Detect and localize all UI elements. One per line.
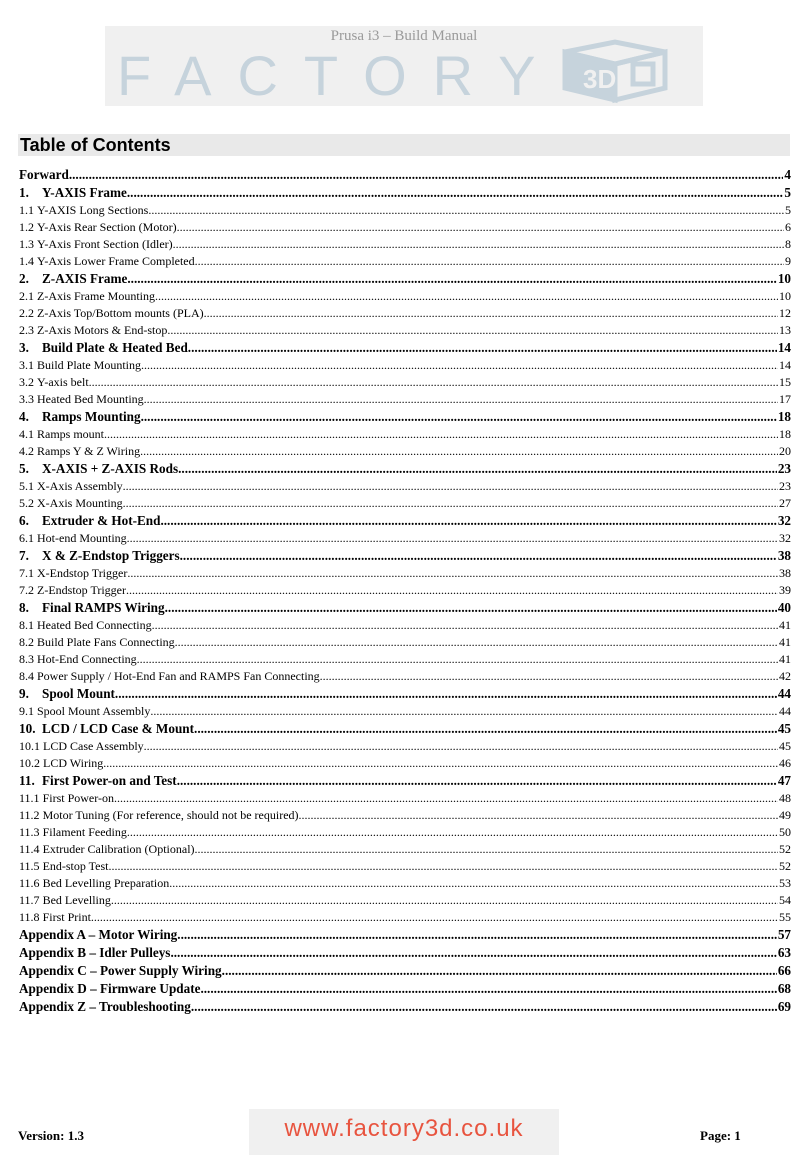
toc-entry[interactable] <box>19 807 791 824</box>
toc-entry-page: 18 <box>779 427 791 441</box>
version-label: Version: 1.3 <box>18 1128 84 1143</box>
toc-entry-title: Ramps Mounting <box>42 409 141 424</box>
toc-entry-title: Power Supply / Hot-End Fan and RAMPS Fan Connecting <box>37 669 320 683</box>
toc-dot-leader <box>126 582 778 599</box>
toc-entry-title: X-Axis Assembly <box>37 479 123 493</box>
toc-entry[interactable] <box>19 926 791 944</box>
toc-entry-title: Extruder Calibration (Optional) <box>42 842 195 856</box>
toc-dot-leader <box>178 460 777 478</box>
toc-dot-leader <box>180 547 777 565</box>
toc-entry-page: 49 <box>779 808 791 822</box>
toc-entry-title: Appendix Z – Troubleshooting <box>19 999 191 1014</box>
toc-entry-number: 4.2 <box>19 444 34 458</box>
toc-entry-page: 23 <box>779 479 791 493</box>
toc-entry[interactable] <box>19 703 791 720</box>
toc-entry-page: 20 <box>779 444 791 458</box>
toc-entry-page: 32 <box>779 531 791 545</box>
toc-entry-number: 6. <box>19 513 29 528</box>
toc-dot-leader <box>123 495 778 512</box>
toc-dot-leader <box>200 980 776 998</box>
toc-entry-number: 2.2 <box>19 306 34 320</box>
toc-entry-title: X & Z-Endstop Triggers <box>42 548 180 563</box>
toc-entry-title: Build Plate Fans Connecting <box>37 635 175 649</box>
toc-entry-title: Final RAMPS Wiring <box>42 600 165 615</box>
toc-entry-title: Filament Feeding <box>42 825 127 839</box>
toc-entry-number: 11.6 <box>19 876 40 890</box>
toc-entry[interactable] <box>19 685 791 703</box>
toc-entry-number: 8.4 <box>19 669 34 683</box>
toc-entry-page: 40 <box>777 600 791 615</box>
header-banner <box>105 26 703 106</box>
toc-entry[interactable] <box>19 166 791 184</box>
toc-entry-page: 4 <box>784 167 791 182</box>
toc-entry-number: 11.4 <box>19 842 40 856</box>
toc-entry-title: Forward <box>19 167 69 182</box>
toc-entry[interactable] <box>19 443 791 460</box>
toc-entry-page: 41 <box>779 618 791 632</box>
toc-entry-title: LCD Wiring <box>43 756 104 770</box>
toc-entry-title: Ramps mount <box>37 427 105 441</box>
toc-entry-page: 10 <box>779 289 791 303</box>
toc-entry-number: 7.1 <box>19 566 34 580</box>
toc-entry-title: Y-AXIS Frame <box>42 185 127 200</box>
toc-entry-page: 44 <box>779 704 791 718</box>
toc-entry[interactable] <box>19 962 791 980</box>
toc-entry-number: 4. <box>19 409 29 424</box>
toc-entry-title: Ramps Y & Z Wiring <box>37 444 141 458</box>
toc-dot-leader <box>141 357 778 374</box>
factory-logo-text: FACTORY <box>117 44 562 106</box>
toc-entry-page: 57 <box>777 927 791 942</box>
toc-entry-title: Z-AXIS Frame <box>42 271 128 286</box>
toc-entry[interactable] <box>19 617 791 634</box>
toc-entry-title: End-stop Test <box>42 859 109 873</box>
toc-entry-title: Y-Axis Front Section (Idler) <box>37 237 173 251</box>
toc-entry-title: Appendix D – Firmware Update <box>19 981 201 996</box>
toc-entry-page: 8 <box>785 237 791 251</box>
toc-dot-leader <box>140 443 778 460</box>
toc-dot-leader <box>170 944 776 962</box>
toc-entry[interactable] <box>19 720 791 738</box>
toc-entry-title: Build Plate Mounting <box>37 358 142 372</box>
toc-entry-number: 2. <box>19 271 29 286</box>
toc-entry-number: 8. <box>19 600 29 615</box>
toc-entry-title: LCD Case Assembly <box>43 739 144 753</box>
toc-entry-number: 2.3 <box>19 323 34 337</box>
toc-entry[interactable] <box>19 391 791 408</box>
toc-entry-page: 46 <box>779 756 791 770</box>
toc-entry-title: Extruder & Hot-End <box>42 513 161 528</box>
toc-entry[interactable] <box>19 202 791 219</box>
toc-entry-title: X-Axis Mounting <box>37 496 123 510</box>
toc-dot-leader <box>115 685 777 703</box>
toc-entry[interactable] <box>19 858 791 875</box>
toc-entry-title: Spool Mount Assembly <box>37 704 151 718</box>
toc-entry-page: 42 <box>779 669 791 683</box>
toc-dot-leader <box>177 772 777 790</box>
toc-entry-number: 7.2 <box>19 583 34 597</box>
toc-entry-number: 5.1 <box>19 479 34 493</box>
toc-entry-title: Bed Levelling <box>42 893 111 907</box>
toc-dot-leader <box>111 892 778 909</box>
toc-dot-leader <box>150 703 778 720</box>
toc-dot-leader <box>127 530 778 547</box>
website-url[interactable]: www.factory3d.co.uk <box>249 1109 559 1155</box>
toc-dot-leader <box>222 962 777 980</box>
toc-entry[interactable] <box>19 841 791 858</box>
table-of-contents <box>19 166 791 1016</box>
toc-entry[interactable] <box>19 339 791 357</box>
toc-entry[interactable] <box>19 998 791 1016</box>
toc-entry-title: Hot-end Mounting <box>37 531 127 545</box>
toc-entry-title: Y-axis belt <box>37 375 89 389</box>
toc-entry-number: 6.1 <box>19 531 34 545</box>
toc-entry-number: 3.1 <box>19 358 34 372</box>
toc-entry-page: 50 <box>779 825 791 839</box>
toc-dot-leader <box>204 305 778 322</box>
toc-entry-page: 69 <box>777 999 791 1014</box>
toc-dot-leader <box>103 755 778 772</box>
toc-entry-title: Build Plate & Heated Bed <box>42 340 188 355</box>
toc-entry-page: 17 <box>779 392 791 406</box>
toc-dot-leader <box>148 202 784 219</box>
toc-entry-number: 4.1 <box>19 427 34 441</box>
toc-entry-number: 1.1 <box>19 203 34 217</box>
toc-entry[interactable] <box>19 892 791 909</box>
toc-dot-leader <box>69 166 784 184</box>
toc-dot-leader <box>127 565 778 582</box>
toc-entry-title: Z-Axis Top/Bottom mounts (PLA) <box>37 306 204 320</box>
toc-entry-title: Heated Bed Connecting <box>37 618 152 632</box>
toc-entry-title: Z-Endstop Trigger <box>37 583 127 597</box>
toc-entry-page: 52 <box>779 859 791 873</box>
toc-entry-title: First Print <box>42 910 91 924</box>
toc-entry-page: 53 <box>779 876 791 890</box>
toc-entry-page: 14 <box>779 358 791 372</box>
toc-entry-title: Appendix B – Idler Pulleys <box>19 945 171 960</box>
toc-entry[interactable] <box>19 824 791 841</box>
toc-entry-page: 9 <box>785 254 791 268</box>
toc-entry-number: 8.2 <box>19 635 34 649</box>
toc-entry-title: LCD / LCD Case & Mount <box>42 721 195 736</box>
toc-entry-number: 11.1 <box>19 791 40 805</box>
toc-entry-page: 27 <box>779 496 791 510</box>
toc-dot-leader <box>194 720 777 738</box>
toc-entry[interactable] <box>19 288 791 305</box>
toc-entry[interactable] <box>19 184 791 202</box>
toc-entry-number: 3. <box>19 340 29 355</box>
toc-dot-leader <box>173 236 784 253</box>
toc-dot-leader <box>104 426 778 443</box>
toc-entry-title: First Power-on <box>42 791 114 805</box>
toc-dot-leader <box>127 184 784 202</box>
toc-entry[interactable] <box>19 565 791 582</box>
toc-entry[interactable] <box>19 305 791 322</box>
toc-entry-page: 38 <box>777 548 791 563</box>
toc-entry-page: 39 <box>779 583 791 597</box>
toc-dot-leader <box>167 322 778 339</box>
toc-entry-number: 1.4 <box>19 254 34 268</box>
page-number: Page: 1 <box>700 1128 741 1143</box>
toc-entry-page: 68 <box>777 981 791 996</box>
toc-dot-leader <box>195 841 778 858</box>
toc-dot-leader <box>137 651 778 668</box>
toc-dot-leader <box>91 909 778 926</box>
toc-entry[interactable] <box>19 253 791 270</box>
toc-entry[interactable] <box>19 374 791 391</box>
toc-entry-title: Heated Bed Mounting <box>37 392 144 406</box>
toc-entry[interactable] <box>19 270 791 288</box>
toc-entry[interactable] <box>19 478 791 495</box>
toc-dot-leader <box>144 391 778 408</box>
toc-dot-leader <box>109 858 779 875</box>
toc-entry-number: 1.3 <box>19 237 34 251</box>
toc-entry-page: 45 <box>777 721 791 736</box>
toc-entry[interactable] <box>19 495 791 512</box>
toc-entry-page: 52 <box>779 842 791 856</box>
toc-entry-number: 11.5 <box>19 859 40 873</box>
toc-entry-page: 5 <box>784 185 791 200</box>
toc-entry[interactable] <box>19 634 791 651</box>
toc-entry-page: 41 <box>779 635 791 649</box>
toc-entry-page: 55 <box>779 910 791 924</box>
toc-entry[interactable] <box>19 512 791 530</box>
toc-dot-leader <box>195 253 784 270</box>
toc-entry[interactable] <box>19 408 791 426</box>
toc-entry-title: Appendix C – Power Supply Wiring <box>19 963 222 978</box>
toc-entry-number: 3.2 <box>19 375 34 389</box>
toc-entry-number: 9. <box>19 686 29 701</box>
toc-entry[interactable] <box>19 875 791 892</box>
toc-entry[interactable] <box>19 322 791 339</box>
toc-dot-leader <box>155 288 778 305</box>
toc-entry-title: Bed Levelling Preparation <box>42 876 170 890</box>
toc-entry-title: X-Endstop Trigger <box>37 566 128 580</box>
toc-entry-number: 5. <box>19 461 29 476</box>
toc-entry-page: 15 <box>779 375 791 389</box>
toc-entry-page: 6 <box>785 220 791 234</box>
toc-entry-page: 48 <box>779 791 791 805</box>
toc-entry-number: 10.2 <box>19 756 40 770</box>
toc-entry-number: 8.1 <box>19 618 34 632</box>
toc-entry[interactable] <box>19 772 791 790</box>
toc-dot-leader <box>175 634 778 651</box>
toc-entry-title: Y-Axis Rear Section (Motor) <box>37 220 177 234</box>
toc-dot-leader <box>177 219 784 236</box>
toc-entry[interactable] <box>19 599 791 617</box>
toc-entry-page: 23 <box>777 461 791 476</box>
toc-entry-title: Y-Axis Lower Frame Completed <box>37 254 195 268</box>
toc-entry-page: 47 <box>777 773 791 788</box>
toc-entry[interactable] <box>19 426 791 443</box>
toc-dot-leader <box>152 617 778 634</box>
toc-entry-title: Spool Mount <box>42 686 115 701</box>
toc-entry-page: 13 <box>779 323 791 337</box>
toc-entry-number: 11. <box>19 773 35 788</box>
toc-dot-leader <box>299 807 778 824</box>
toc-entry-page: 38 <box>779 566 791 580</box>
manual-subtitle: Prusa i3 – Build Manual <box>330 28 478 44</box>
toc-entry-number: 1.2 <box>19 220 34 234</box>
toc-entry-title: Y-AXIS Long Sections <box>37 203 149 217</box>
logo-3d-mark: 3D <box>583 64 617 94</box>
toc-dot-leader <box>144 738 778 755</box>
toc-entry-page: 18 <box>777 409 791 424</box>
toc-entry[interactable] <box>19 790 791 807</box>
toc-entry-page: 14 <box>777 340 791 355</box>
toc-entry-page: 32 <box>777 513 791 528</box>
toc-entry-title: Appendix A – Motor Wiring <box>19 927 178 942</box>
factory-3d-cube-logo-icon <box>545 34 685 104</box>
toc-entry[interactable] <box>19 944 791 962</box>
toc-entry-page: 44 <box>777 686 791 701</box>
toc-heading: Table of Contents <box>18 134 790 156</box>
toc-entry[interactable] <box>19 460 791 478</box>
toc-entry[interactable] <box>19 236 791 253</box>
toc-dot-leader <box>89 374 778 391</box>
toc-entry-page: 66 <box>777 963 791 978</box>
toc-entry[interactable] <box>19 651 791 668</box>
toc-dot-leader <box>141 408 777 426</box>
toc-entry[interactable] <box>19 357 791 374</box>
toc-entry-number: 10. <box>19 721 36 736</box>
toc-entry[interactable] <box>19 547 791 565</box>
toc-entry-title: Motor Tuning (For reference, should not be required) <box>42 808 299 822</box>
toc-dot-leader <box>177 926 777 944</box>
toc-dot-leader <box>320 668 778 685</box>
toc-entry[interactable] <box>19 668 791 685</box>
toc-entry-number: 11.3 <box>19 825 40 839</box>
toc-entry[interactable] <box>19 755 791 772</box>
toc-entry[interactable] <box>19 909 791 926</box>
toc-dot-leader <box>165 599 777 617</box>
toc-entry-page: 12 <box>779 306 791 320</box>
toc-entry[interactable] <box>19 530 791 547</box>
toc-dot-leader <box>114 790 778 807</box>
toc-entry-page: 45 <box>779 739 791 753</box>
toc-dot-leader <box>127 270 776 288</box>
toc-dot-leader <box>123 478 778 495</box>
toc-dot-leader <box>160 512 776 530</box>
toc-entry[interactable] <box>19 582 791 599</box>
toc-dot-leader <box>188 339 777 357</box>
toc-entry-number: 11.2 <box>19 808 40 822</box>
toc-entry-title: Hot-End Connecting <box>37 652 137 666</box>
toc-entry-number: 10.1 <box>19 739 40 753</box>
toc-entry-page: 63 <box>777 945 791 960</box>
toc-dot-leader <box>127 824 778 841</box>
toc-entry-number: 11.8 <box>19 910 40 924</box>
toc-entry-page: 41 <box>779 652 791 666</box>
toc-dot-leader <box>191 998 777 1016</box>
toc-entry[interactable] <box>19 219 791 236</box>
toc-entry-number: 5.2 <box>19 496 34 510</box>
toc-entry-page: 10 <box>777 271 791 286</box>
toc-dot-leader <box>169 875 778 892</box>
toc-entry[interactable] <box>19 738 791 755</box>
toc-entry-number: 1. <box>19 185 29 200</box>
toc-entry-page: 5 <box>785 203 791 217</box>
toc-entry-title: Z-Axis Motors & End-stop <box>37 323 168 337</box>
toc-entry-title: First Power-on and Test <box>42 773 177 788</box>
toc-entry-number: 8.3 <box>19 652 34 666</box>
toc-entry-title: Z-Axis Frame Mounting <box>37 289 155 303</box>
toc-entry-title: X-AXIS + Z-AXIS Rods <box>42 461 179 476</box>
toc-entry-number: 2.1 <box>19 289 34 303</box>
toc-entry-number: 11.7 <box>19 893 40 907</box>
toc-entry-number: 3.3 <box>19 392 34 406</box>
toc-entry[interactable] <box>19 980 791 998</box>
toc-entry-page: 54 <box>779 893 791 907</box>
toc-entry-number: 9.1 <box>19 704 34 718</box>
toc-entry-number: 7. <box>19 548 29 563</box>
